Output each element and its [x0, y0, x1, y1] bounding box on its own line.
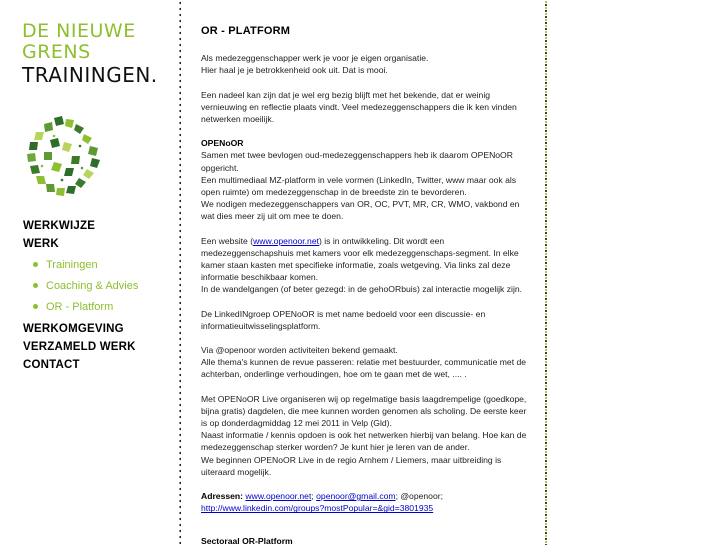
text: We nodigen medezeggenschappers van OR, OC, PVT, MR, CR, WMO, vakbond en wat dies meer zij uit om mee te doen. — [201, 199, 520, 222]
dotted-divider-left — [179, 0, 181, 545]
subnav-item-or-platform[interactable] — [23, 297, 173, 318]
paragraph-live — [201, 393, 529, 478]
main-nav — [23, 217, 173, 374]
text: ) is in ontwikkeling. Dit wordt een medezeggenschapshuis met kamers voor elk medezeggenschaps-segment. In elke kamer staan kasten met specifieke informatie, zoals wetgeving. Via links zal deze informatie beschikbaar komen. — [201, 235, 519, 283]
logo-line-1: DE NIEUWE — [22, 20, 136, 42]
addresses-label: Adressen: — [201, 491, 244, 502]
section-heading-openoor: OPENoOR — [201, 138, 244, 149]
text: Naast informatie / kennis opdoen is ook het netwerken hierbij van belang. Hoe kan de medezeggenschap sterker worden? Je kunt hier je leren van de ander. — [201, 430, 527, 453]
logo-line-2: GRENS — [22, 41, 91, 63]
website-link[interactable]: www.openoor.net — [245, 491, 312, 502]
bullet-icon — [33, 283, 38, 288]
subnav-werk — [23, 255, 173, 318]
paragraph-website — [201, 235, 529, 296]
subnav-item-label: Trainingen — [46, 259, 98, 271]
text: In de wandelgangen (of beter gezegd: in de gehoORbuis) zal interactie mogelijk zijn. — [201, 284, 523, 295]
paragraph-openoor — [201, 137, 529, 222]
text: ; @openoor; — [395, 491, 443, 502]
website-link[interactable]: www.openoor.net — [253, 235, 320, 246]
text: ; — [311, 491, 317, 502]
text: Via @openoor worden activiteiten bekend gemaakt. — [201, 345, 398, 356]
logo-mosaic-icon — [24, 116, 102, 196]
nav-werk[interactable]: WERK — [23, 238, 59, 250]
text: Alle thema's kunnen de revue passeren: relatie met bestuurder, communicatie met de achterban, onderlinge verhoudingen, hoe om te gaan met de wet, .... . — [201, 357, 527, 380]
nav-werkwijze[interactable]: WERKWIJZE — [23, 220, 96, 232]
linkedin-group-link[interactable]: http://www.linkedin.com/groups?mostPopular=&gid=3801935 — [201, 503, 434, 514]
logo[interactable] — [22, 22, 158, 85]
text: Als medezeggenschapper werk je voor je eigen organisatie. — [201, 53, 429, 64]
text: Samen met twee bevlogen oud-medezeggenschappers heb ik daarom OPENoOR opgericht. — [201, 150, 513, 173]
subnav-item-label: Coaching & Advies — [46, 280, 139, 292]
section-heading-sectoraal: Sectoraal OR-Platform — [201, 536, 293, 546]
nav-verzameld-werk[interactable]: VERZAMELD WERK — [23, 341, 136, 353]
page-title: OR - PLATFORM — [201, 25, 291, 37]
nav-contact[interactable]: CONTACT — [23, 359, 80, 371]
bullet-icon — [33, 304, 38, 309]
main-content — [201, 25, 529, 527]
text: Met OPENoOR Live organiseren wij op regelmatige basis laagdrempelige (goedkope, bijna gratis) dagdelen, die mee kunnen worden genomen als scholing. De eerste keer is op donderdagmiddag 12 mei 2011 in Velp (Gld). — [201, 393, 527, 429]
text: Een website ( — [201, 235, 254, 246]
text: We beginnen OPENoOR Live in de regio Arnhem / Liemers, maar uitbreiding is uiteraard mogelijk. — [201, 454, 502, 477]
paragraph-twitter — [201, 344, 529, 381]
nav-werkomgeving[interactable]: WERKOMGEVING — [23, 323, 124, 335]
paragraph-intro — [201, 52, 529, 76]
bullet-icon — [33, 262, 38, 267]
logo-line-3: TRAININGEN. — [22, 63, 158, 87]
email-link[interactable]: openoor@gmail.com — [316, 491, 396, 502]
paragraph-addresses — [201, 490, 529, 514]
paragraph-drawback: Een nadeel kan zijn dat je wel erg bezig blijft met het bekende, dat er weinig vernieuwing en reflectie plaats vindt. Veel medezeggenschappers die ik ken vinden netwerken moeilijk. — [201, 89, 517, 125]
subnav-item-trainingen[interactable] — [23, 255, 173, 276]
dotted-divider-right — [545, 0, 547, 545]
text: Een multimediaal MZ-platform in vele vormen (LinkedIn, Twitter, www maar ook als open ruimte) om medezeggenschap in de breedste zin te bevorderen. — [201, 174, 517, 198]
text: Hier haal je je betrokkenheid ook uit. Dat is mooi. — [201, 65, 388, 76]
subnav-item-label: OR - Platform — [46, 301, 114, 313]
subnav-item-coaching-advies[interactable] — [23, 276, 173, 297]
paragraph-linkedin: De LinkedINgroep OPENoOR is met name bedoeld voor een discussie- en informatieuitwisselingsplatform. — [201, 308, 486, 331]
